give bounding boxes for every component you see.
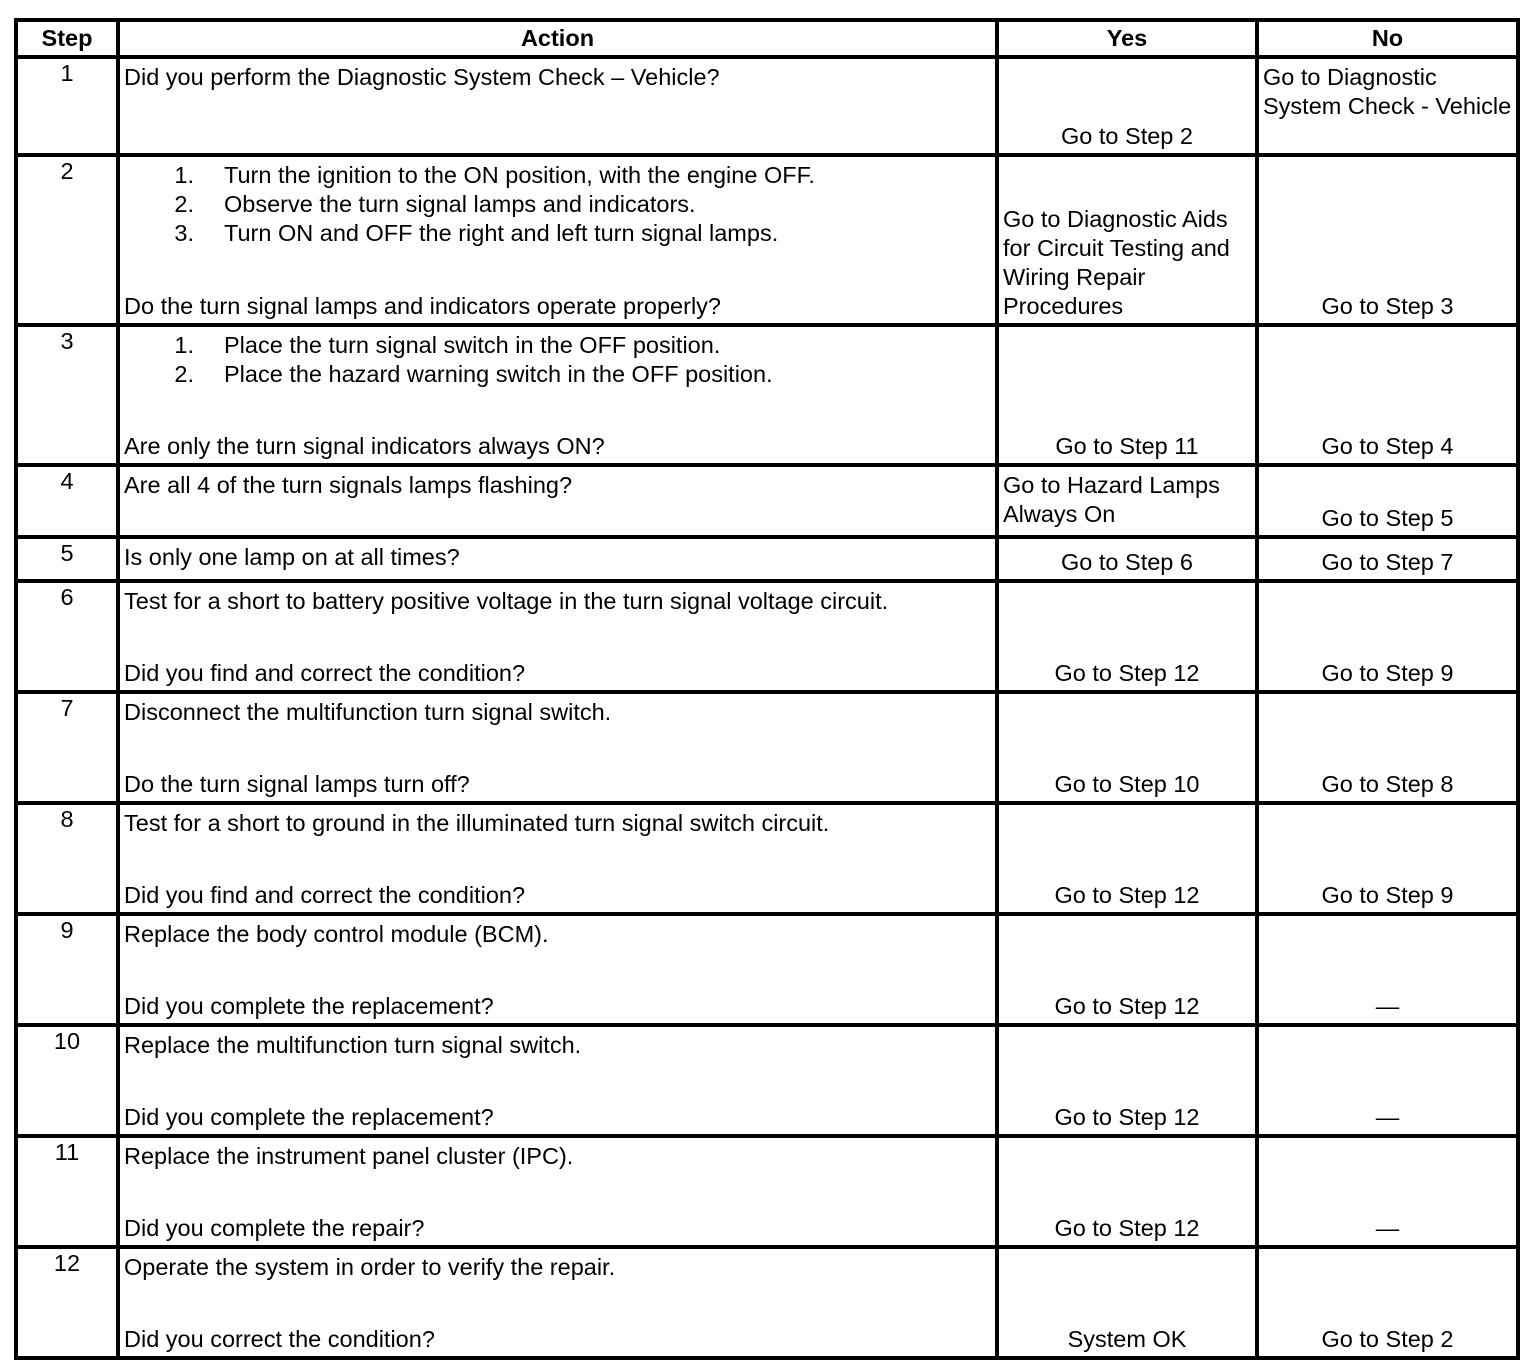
list-number: 1. xyxy=(174,332,194,358)
action-top xyxy=(124,63,991,92)
no-cell xyxy=(1257,692,1518,803)
no-text: — xyxy=(1375,1215,1400,1241)
list-text: Turn the ignition to the ON position, with the engine OFF. xyxy=(224,162,815,188)
header-no: No xyxy=(1257,20,1518,57)
action-cell xyxy=(118,803,997,914)
no-cell xyxy=(1257,803,1518,914)
action-content xyxy=(120,327,995,463)
step-cell: 4 xyxy=(16,465,118,537)
action-top xyxy=(124,331,991,389)
action-cell xyxy=(118,537,997,581)
yes-content xyxy=(999,1138,1255,1245)
list-item xyxy=(124,331,991,360)
action-cell xyxy=(118,692,997,803)
table-row xyxy=(16,537,1518,581)
step-cell: 3 xyxy=(16,325,118,465)
table-row xyxy=(16,57,1518,155)
list-item xyxy=(124,219,991,248)
action-content xyxy=(120,694,995,801)
header-step: Step xyxy=(16,20,118,57)
list-number: 2. xyxy=(174,191,194,217)
no-content xyxy=(1259,539,1516,579)
action-cell xyxy=(118,325,997,465)
step-cell: 1 xyxy=(16,57,118,155)
step-cell: 7 xyxy=(16,692,118,803)
action-content xyxy=(120,59,995,153)
step-cell: 8 xyxy=(16,803,118,914)
action-cell xyxy=(118,1136,997,1247)
action-text: Replace the instrument panel cluster (IPC). xyxy=(124,1143,574,1169)
table-row xyxy=(16,803,1518,914)
action-top xyxy=(124,471,991,500)
action-text: Did you perform the Diagnostic System Check – Vehicle? xyxy=(124,64,720,90)
header-yes: Yes xyxy=(997,20,1257,57)
table-row xyxy=(16,465,1518,537)
action-question: Did you complete the replacement? xyxy=(124,993,494,1019)
list-number: 2. xyxy=(174,361,194,387)
yes-cell xyxy=(997,803,1257,914)
action-content xyxy=(120,1138,995,1245)
table-row xyxy=(16,581,1518,692)
yes-text: Go to Step 6 xyxy=(1061,549,1193,575)
list-number: 1. xyxy=(174,162,194,188)
list-number: 3. xyxy=(174,220,194,246)
action-content xyxy=(120,583,995,690)
yes-text: System OK xyxy=(1067,1326,1187,1352)
yes-text: Go to Step 12 xyxy=(1054,1215,1200,1241)
yes-content xyxy=(999,327,1255,463)
yes-text: Go to Step 12 xyxy=(1054,882,1200,908)
no-content xyxy=(1259,694,1516,801)
action-content xyxy=(120,467,995,535)
no-content xyxy=(1259,916,1516,1023)
action-cell xyxy=(118,57,997,155)
action-text: Test for a short to ground in the illuminated turn signal switch circuit. xyxy=(124,810,830,836)
yes-content xyxy=(999,583,1255,690)
action-top xyxy=(124,698,991,727)
no-text: Go to Step 4 xyxy=(1321,433,1454,459)
no-cell xyxy=(1257,1136,1518,1247)
yes-cell xyxy=(997,465,1257,537)
no-text: Go to Diagnostic System Check - Vehicle xyxy=(1263,64,1512,119)
table-row xyxy=(16,914,1518,1025)
action-top xyxy=(124,1142,991,1171)
no-text: Go to Step 2 xyxy=(1321,1326,1454,1352)
action-steps-list xyxy=(124,161,991,248)
no-text: Go to Step 3 xyxy=(1321,293,1454,319)
action-cell xyxy=(118,465,997,537)
action-cell xyxy=(118,581,997,692)
step-cell: 9 xyxy=(16,914,118,1025)
table-row xyxy=(16,325,1518,465)
no-content xyxy=(1259,327,1516,463)
no-cell xyxy=(1257,581,1518,692)
action-cell xyxy=(118,914,997,1025)
yes-text: Go to Hazard Lamps Always On xyxy=(1003,472,1220,527)
list-text: Place the hazard warning switch in the OFF position. xyxy=(224,361,773,387)
yes-content xyxy=(999,1027,1255,1134)
action-question: Did you complete the replacement? xyxy=(124,1104,494,1130)
action-question: Did you find and correct the condition? xyxy=(124,882,526,908)
action-content xyxy=(120,539,995,579)
no-text: Go to Step 8 xyxy=(1321,771,1454,797)
no-content xyxy=(1259,157,1516,323)
action-text: Disconnect the multifunction turn signal switch. xyxy=(124,699,612,725)
no-content xyxy=(1259,805,1516,912)
table-row xyxy=(16,1025,1518,1136)
action-top xyxy=(124,809,991,838)
yes-content xyxy=(999,916,1255,1023)
table-row xyxy=(16,692,1518,803)
action-question: Did you complete the repair? xyxy=(124,1215,425,1241)
yes-text: Go to Diagnostic Aids for Circuit Testing and Wiring Repair Procedures xyxy=(1003,206,1230,319)
table-row xyxy=(16,1136,1518,1247)
action-text: Are all 4 of the turn signals lamps flashing? xyxy=(124,472,573,498)
yes-content xyxy=(999,1249,1255,1356)
action-top xyxy=(124,920,991,949)
yes-text: Go to Step 12 xyxy=(1054,1104,1200,1130)
no-content xyxy=(1259,467,1516,535)
no-content xyxy=(1259,1027,1516,1134)
yes-cell xyxy=(997,692,1257,803)
yes-cell xyxy=(997,1136,1257,1247)
yes-cell xyxy=(997,1247,1257,1358)
action-cell xyxy=(118,1247,997,1358)
no-text: Go to Step 9 xyxy=(1321,660,1454,686)
action-content xyxy=(120,1249,995,1356)
no-content xyxy=(1259,583,1516,690)
action-cell xyxy=(118,1025,997,1136)
action-question: Did you correct the condition? xyxy=(124,1326,435,1352)
no-cell xyxy=(1257,155,1518,325)
yes-content xyxy=(999,805,1255,912)
yes-text: Go to Step 12 xyxy=(1054,993,1200,1019)
no-content xyxy=(1259,59,1516,153)
action-top xyxy=(124,1253,991,1282)
no-text: — xyxy=(1375,993,1400,1019)
no-text: — xyxy=(1375,1104,1400,1130)
no-text: Go to Step 9 xyxy=(1321,882,1454,908)
list-text: Observe the turn signal lamps and indicators. xyxy=(224,191,696,217)
action-content xyxy=(120,1027,995,1134)
action-steps-list xyxy=(124,331,991,389)
yes-text: Go to Step 10 xyxy=(1054,771,1200,797)
step-cell: 10 xyxy=(16,1025,118,1136)
action-cell xyxy=(118,155,997,325)
no-content xyxy=(1259,1138,1516,1245)
action-text: Replace the body control module (BCM). xyxy=(124,921,549,947)
list-item xyxy=(124,161,991,190)
yes-content xyxy=(999,157,1255,323)
action-content xyxy=(120,805,995,912)
no-cell xyxy=(1257,1025,1518,1136)
yes-text: Go to Step 12 xyxy=(1054,660,1200,686)
action-text: Test for a short to battery positive voltage in the turn signal voltage circuit. xyxy=(124,588,889,614)
action-question: Do the turn signal lamps and indicators operate properly? xyxy=(124,293,721,319)
no-cell xyxy=(1257,57,1518,155)
action-content xyxy=(120,916,995,1023)
action-question: Are only the turn signal indicators always ON? xyxy=(124,433,605,459)
table-row xyxy=(16,1247,1518,1358)
action-top xyxy=(124,1031,991,1060)
table-row xyxy=(16,155,1518,325)
no-content xyxy=(1259,1249,1516,1356)
list-item xyxy=(124,190,991,219)
list-text: Place the turn signal switch in the OFF position. xyxy=(224,332,721,358)
no-cell xyxy=(1257,914,1518,1025)
yes-text: Go to Step 11 xyxy=(1055,433,1199,459)
no-cell xyxy=(1257,465,1518,537)
yes-cell xyxy=(997,581,1257,692)
header-action: Action xyxy=(118,20,997,57)
action-text: Operate the system in order to verify the repair. xyxy=(124,1254,616,1280)
yes-content xyxy=(999,694,1255,801)
action-top xyxy=(124,587,991,616)
yes-cell xyxy=(997,57,1257,155)
yes-text: Go to Step 2 xyxy=(1061,123,1193,149)
action-question: Do the turn signal lamps turn off? xyxy=(124,771,470,797)
yes-cell xyxy=(997,1025,1257,1136)
diagnostic-table xyxy=(14,18,1520,1360)
yes-content xyxy=(999,539,1255,579)
yes-cell xyxy=(997,155,1257,325)
yes-cell xyxy=(997,325,1257,465)
yes-cell xyxy=(997,914,1257,1025)
yes-cell xyxy=(997,537,1257,581)
list-text: Turn ON and OFF the right and left turn signal lamps. xyxy=(224,220,779,246)
yes-content xyxy=(999,467,1255,535)
action-text: Replace the multifunction turn signal switch. xyxy=(124,1032,582,1058)
step-cell: 12 xyxy=(16,1247,118,1358)
action-top xyxy=(124,161,991,248)
step-cell: 2 xyxy=(16,155,118,325)
yes-content xyxy=(999,59,1255,153)
step-cell: 6 xyxy=(16,581,118,692)
no-text: Go to Step 7 xyxy=(1321,549,1454,575)
step-cell: 5 xyxy=(16,537,118,581)
list-item xyxy=(124,360,991,389)
action-text: Is only one lamp on at all times? xyxy=(124,544,460,570)
action-content xyxy=(120,157,995,323)
no-cell xyxy=(1257,537,1518,581)
action-top xyxy=(124,543,991,572)
action-question: Did you find and correct the condition? xyxy=(124,660,526,686)
no-cell xyxy=(1257,325,1518,465)
step-cell: 11 xyxy=(16,1136,118,1247)
header-row xyxy=(16,20,1518,57)
no-text: Go to Step 5 xyxy=(1321,505,1454,531)
no-cell xyxy=(1257,1247,1518,1358)
